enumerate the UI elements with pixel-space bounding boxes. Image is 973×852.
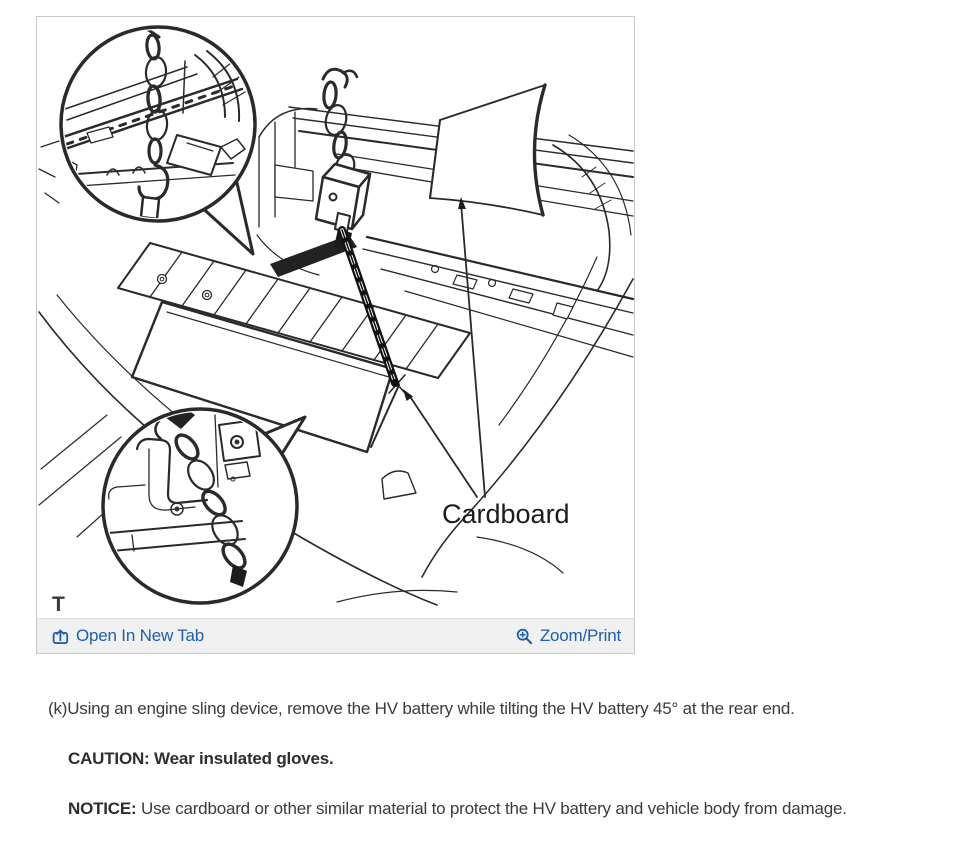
instruction-text: [48, 699, 938, 849]
figure-toolbar: [37, 618, 634, 653]
zoom-print-label: Zoom/Print: [539, 626, 621, 645]
battery-removal-diagram: [37, 17, 634, 618]
cardboard-label: Cardboard: [442, 499, 570, 529]
figure-mark-label: T: [52, 593, 65, 616]
open-in-new-tab-label: Open In New Tab: [76, 626, 205, 645]
figure-image: [37, 17, 634, 618]
caution-text: Wear insulated gloves.: [154, 749, 334, 768]
magnifier-plus-icon: [516, 628, 533, 645]
open-in-new-tab-icon: [52, 628, 69, 645]
caution-label: CAUTION:: [68, 749, 150, 768]
figure-panel: [36, 16, 635, 654]
notice-note: [68, 799, 938, 818]
caution-note: [68, 749, 938, 768]
step-k-text: (k)Using an engine sling device, remove the HV battery while tilting the HV battery 45° at the rear end.: [48, 699, 795, 718]
notice-text: Use cardboard or other similar material to protect the HV battery and vehicle body from damage.: [141, 799, 847, 818]
notice-label: NOTICE:: [68, 799, 137, 818]
open-in-new-tab-link[interactable]: [52, 626, 204, 646]
zoom-print-link[interactable]: [516, 626, 621, 646]
